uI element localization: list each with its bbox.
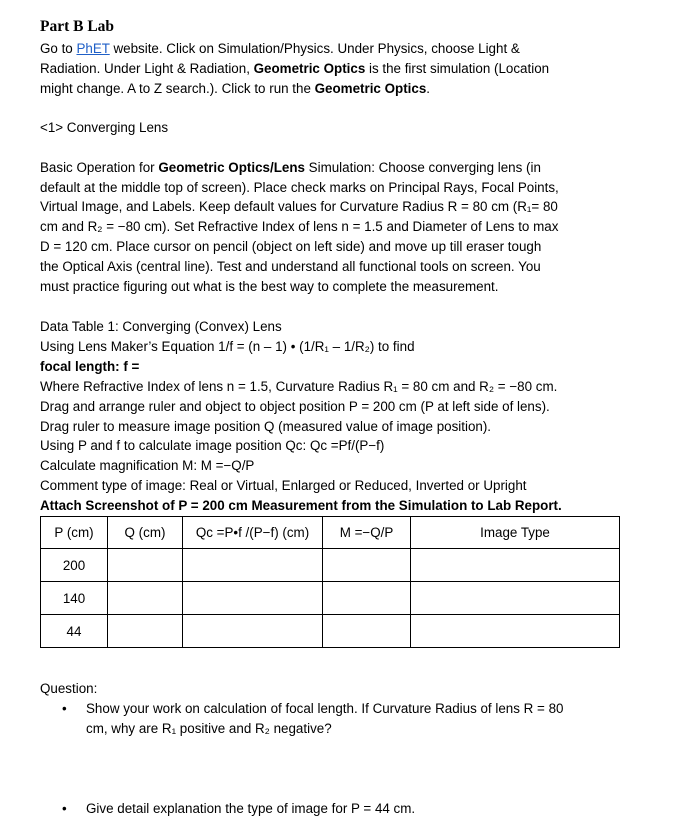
basic-operation-paragraph	[40, 158, 640, 297]
cell-empty[interactable]	[323, 549, 411, 582]
intro-text: website. Click on Simulation/Physics. Under Physics, choose Light &	[109, 41, 520, 56]
data-table-instructions	[40, 317, 640, 516]
table-row	[41, 615, 620, 648]
cell-empty[interactable]	[108, 582, 183, 615]
table-header-row	[41, 517, 620, 549]
bullet-icon: •	[62, 700, 67, 716]
cell-empty[interactable]	[323, 582, 411, 615]
header-qc: Qc =P•f /(P−f) (cm)	[183, 517, 323, 549]
phet-link[interactable]: PhET	[76, 41, 110, 56]
cell-empty[interactable]	[183, 582, 323, 615]
basic-text: Basic Operation for	[40, 159, 159, 175]
cell-empty[interactable]	[108, 615, 183, 648]
focal-length-prompt: focal length: f =	[40, 358, 140, 374]
instruction-line: Drag ruler to measure image position Q (measured value of image position).	[40, 418, 492, 434]
intro-text: Go to	[40, 41, 77, 56]
intro-text: .	[426, 80, 430, 96]
header-image-type: Image Type	[411, 517, 620, 549]
intro-bold: Geometric Optics	[253, 60, 366, 76]
intro-text: might change. A to Z search.). Click to run the	[40, 80, 315, 96]
instruction-line: Using P and f to calculate image position Qc: Qc =Pf/(P−f)	[40, 438, 385, 454]
cell-empty[interactable]	[411, 582, 620, 615]
basic-text: Simulation: Choose converging lens (in	[304, 159, 541, 175]
header-m: M =−Q/P	[323, 517, 411, 549]
cell-empty[interactable]	[183, 615, 323, 648]
basic-text: D = 120 cm. Place cursor on pencil (object on left side) and move up till eraser tough	[40, 239, 542, 255]
question-text: cm, why are R₁ positive and R₂ negative?	[86, 720, 332, 736]
cell-empty[interactable]	[411, 549, 620, 582]
cell-p: 140	[41, 582, 108, 615]
header-p: P (cm)	[41, 517, 108, 549]
question-label: Question:	[40, 681, 98, 697]
cell-empty[interactable]	[108, 549, 183, 582]
question-text: Give detail explanation the type of image for P = 44 cm.	[86, 800, 416, 816]
section-heading: <1> Converging Lens	[40, 119, 169, 135]
bullet-icon: •	[62, 800, 67, 816]
instruction-line: Comment type of image: Real or Virtual, Enlarged or Reduced, Inverted or Upright	[40, 478, 527, 494]
instruction-line: Calculate magnification M: M =−Q/P	[40, 458, 255, 474]
basic-text: default at the middle top of screen). Place check marks on Principal Rays, Focal Points,	[40, 179, 559, 195]
basic-text: must practice figuring out what is the best way to complete the measurement.	[40, 279, 499, 295]
header-q: Q (cm)	[108, 517, 183, 549]
table-row	[41, 582, 620, 615]
instruction-line: Data Table 1: Converging (Convex) Lens	[40, 318, 282, 334]
document-page	[40, 18, 640, 819]
cell-empty[interactable]	[183, 549, 323, 582]
data-table	[40, 516, 620, 648]
attach-screenshot-instruction: Attach Screenshot of P = 200 cm Measurement from the Simulation to Lab Report.	[40, 498, 562, 514]
instruction-line: Using Lens Maker’s Equation 1/f = (n – 1) • (1/R₁ – 1/R₂) to find	[40, 338, 415, 354]
instruction-line: Where Refractive Index of lens n = 1.5, Curvature Radius R₁ = 80 cm and R₂ = −80 cm.	[40, 378, 558, 394]
page-title: Part B Lab	[40, 18, 115, 35]
intro-paragraph	[40, 39, 640, 99]
basic-text: Virtual Image, and Labels. Keep default values for Curvature Radius R = 80 cm (R₁= 80	[40, 199, 558, 215]
basic-text: the Optical Axis (central line). Test and understand all functional tools on screen. You	[40, 259, 541, 275]
question-text: Show your work on calculation of focal length. If Curvature Radius of lens R = 80	[86, 700, 564, 716]
intro-text: is the first simulation (Location	[365, 60, 550, 76]
question-item	[40, 799, 640, 819]
cell-p: 200	[41, 549, 108, 582]
cell-p: 44	[41, 615, 108, 648]
basic-text: cm and R₂ = −80 cm). Set Refractive Index of lens n = 1.5 and Diameter of Lens to max	[40, 219, 559, 235]
intro-bold: Geometric Optics	[314, 80, 427, 96]
cell-empty[interactable]	[411, 615, 620, 648]
table-row	[41, 549, 620, 582]
question-list	[40, 699, 640, 819]
basic-bold: Geometric Optics/Lens	[158, 159, 305, 175]
instruction-line: Drag and arrange ruler and object to object position P = 200 cm (P at left side of lens).	[40, 398, 550, 414]
question-item	[40, 699, 640, 739]
intro-text: Radiation. Under Light & Radiation,	[40, 60, 254, 76]
cell-empty[interactable]	[323, 615, 411, 648]
